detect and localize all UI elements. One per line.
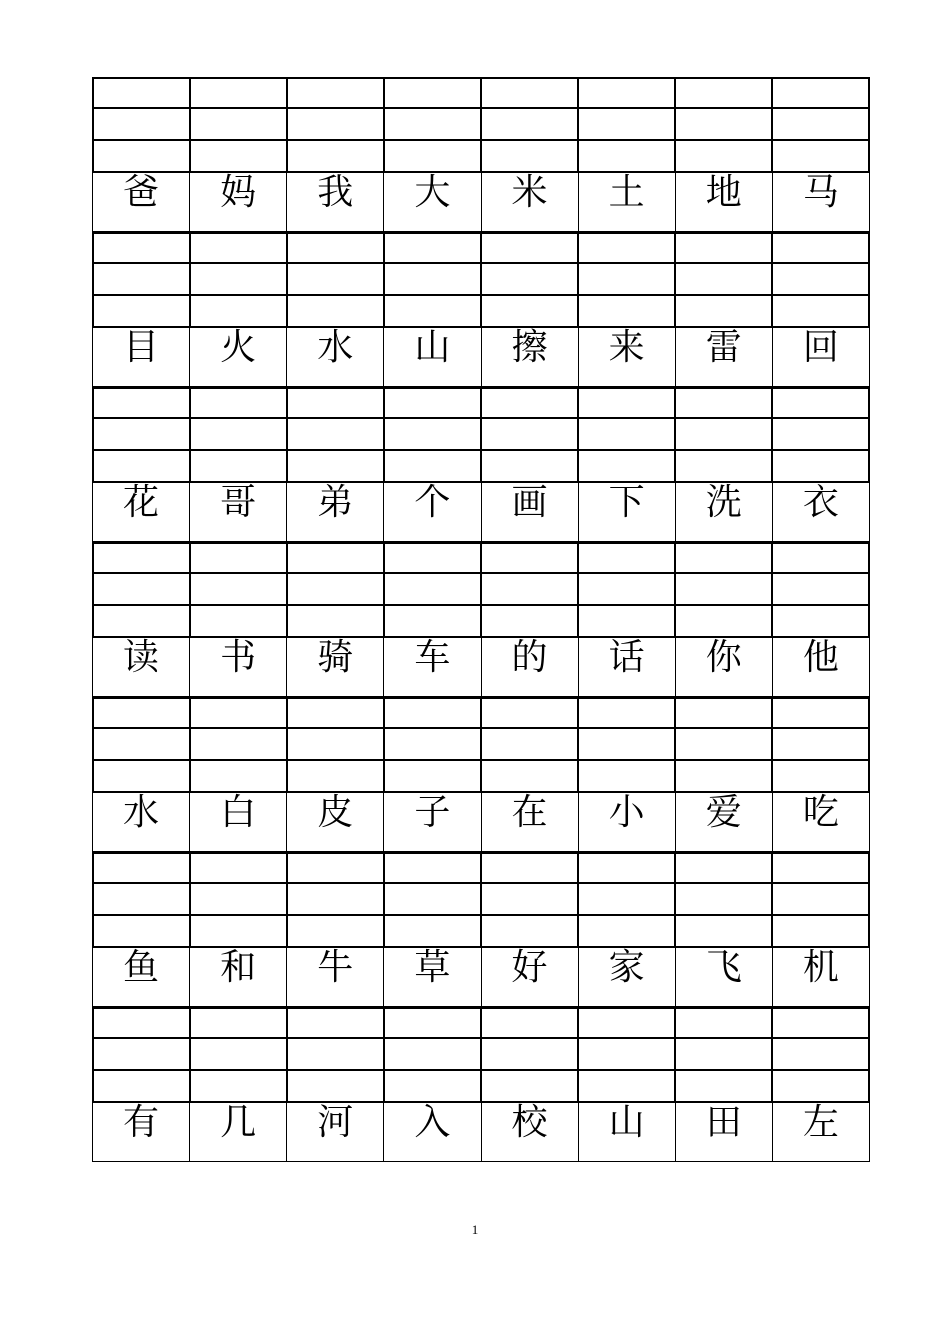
character-cell: 田 [675,1103,772,1162]
pinyin-cell [383,729,480,761]
pinyin-cell [674,1007,771,1039]
grid-block [92,232,870,387]
pinyin-cell [383,1071,480,1103]
character-cell: 大 [383,173,480,232]
pinyin-cell [480,387,577,419]
character-cell: 水 [92,793,189,852]
pinyin-cell [383,884,480,916]
pinyin-line [92,77,870,109]
pinyin-cell [674,419,771,451]
pinyin-cell [771,1007,870,1039]
grid-block [92,77,870,232]
pinyin-cell [577,542,674,574]
pinyin-cell [383,232,480,264]
character-row [92,328,870,387]
character-cell: 回 [772,328,870,387]
pinyin-cell [286,296,383,328]
pinyin-cell [674,852,771,884]
character-cell: 校 [481,1103,578,1162]
character-cell: 弟 [286,483,383,542]
pinyin-cell [383,451,480,483]
page-number: 1 [471,1222,479,1237]
pinyin-cell [286,697,383,729]
pinyin-cell [480,761,577,793]
pinyin-cell [92,729,189,761]
character-cell: 书 [189,638,286,697]
pinyin-cell [189,916,286,948]
pinyin-cell [771,77,870,109]
pinyin-cell [383,77,480,109]
pinyin-cell [771,232,870,264]
pinyin-cell [92,761,189,793]
pinyin-cell [189,264,286,296]
pinyin-cell [771,451,870,483]
character-cell: 皮 [286,793,383,852]
pinyin-line [92,1039,870,1071]
pinyin-line [92,1071,870,1103]
pinyin-line [92,1007,870,1039]
character-cell: 飞 [675,948,772,1007]
character-cell: 鱼 [92,948,189,1007]
pinyin-cell [189,606,286,638]
pinyin-cell [383,852,480,884]
pinyin-line [92,761,870,793]
pinyin-cell [383,542,480,574]
pinyin-cell [92,77,189,109]
character-cell: 他 [772,638,870,697]
pinyin-cell [286,232,383,264]
character-cell: 水 [286,328,383,387]
character-cell: 吃 [772,793,870,852]
pinyin-cell [189,109,286,141]
character-cell: 子 [383,793,480,852]
character-cell: 山 [383,328,480,387]
pinyin-cell [771,574,870,606]
character-cell: 有 [92,1103,189,1162]
pinyin-cell [480,264,577,296]
pinyin-cell [286,419,383,451]
pinyin-cell [286,109,383,141]
pinyin-cell [674,574,771,606]
pinyin-cell [383,1039,480,1071]
pinyin-cell [577,141,674,173]
pinyin-cell [189,77,286,109]
pinyin-cell [577,574,674,606]
pinyin-cell [383,387,480,419]
grid-block [92,697,870,852]
pinyin-cell [286,852,383,884]
pinyin-cell [189,761,286,793]
pinyin-line [92,884,870,916]
character-cell: 爸 [92,173,189,232]
pinyin-cell [189,451,286,483]
pinyin-cell [189,1039,286,1071]
pinyin-cell [189,697,286,729]
character-cell: 牛 [286,948,383,1007]
pinyin-cell [771,916,870,948]
pinyin-cell [92,387,189,419]
pinyin-cell [286,884,383,916]
character-cell: 雷 [675,328,772,387]
pinyin-cell [674,264,771,296]
pinyin-line [92,141,870,173]
pinyin-cell [771,1071,870,1103]
pinyin-cell [480,109,577,141]
pinyin-cell [674,761,771,793]
character-cell: 车 [383,638,480,697]
character-cell: 地 [675,173,772,232]
character-cell: 骑 [286,638,383,697]
pinyin-cell [480,1039,577,1071]
pinyin-cell [286,1039,383,1071]
pinyin-cell [674,109,771,141]
pinyin-cell [286,264,383,296]
pinyin-cell [577,232,674,264]
pinyin-cell [92,1007,189,1039]
pinyin-cell [383,574,480,606]
pinyin-cell [771,697,870,729]
pinyin-cell [286,1071,383,1103]
character-cell: 目 [92,328,189,387]
pinyin-cell [286,451,383,483]
character-cell: 山 [578,1103,675,1162]
pinyin-cell [189,852,286,884]
pinyin-line [92,296,870,328]
pinyin-cell [674,451,771,483]
pinyin-cell [577,77,674,109]
pinyin-cell [189,1007,286,1039]
pinyin-cell [189,419,286,451]
pinyin-cell [577,852,674,884]
character-row [92,483,870,542]
pinyin-cell [577,451,674,483]
character-row [92,173,870,232]
pinyin-cell [771,884,870,916]
character-cell: 的 [481,638,578,697]
pinyin-line [92,574,870,606]
grid-block [92,387,870,542]
pinyin-cell [577,1039,674,1071]
character-cell: 衣 [772,483,870,542]
character-cell: 和 [189,948,286,1007]
character-cell: 妈 [189,173,286,232]
pinyin-line [92,451,870,483]
character-cell: 来 [578,328,675,387]
pinyin-cell [577,264,674,296]
pinyin-cell [480,232,577,264]
pinyin-cell [480,77,577,109]
pinyin-line [92,264,870,296]
character-cell: 画 [481,483,578,542]
character-cell: 入 [383,1103,480,1162]
pinyin-cell [92,852,189,884]
character-cell: 花 [92,483,189,542]
pinyin-cell [674,232,771,264]
pinyin-cell [383,264,480,296]
pinyin-cell [674,141,771,173]
pinyin-cell [674,729,771,761]
pinyin-cell [92,542,189,574]
character-cell: 哥 [189,483,286,542]
pinyin-cell [286,761,383,793]
pinyin-cell [674,697,771,729]
pinyin-cell [771,852,870,884]
pinyin-cell [383,1007,480,1039]
pinyin-line [92,387,870,419]
pinyin-cell [577,729,674,761]
character-cell: 火 [189,328,286,387]
character-cell: 白 [189,793,286,852]
pinyin-line [92,542,870,574]
pinyin-cell [480,916,577,948]
pinyin-cell [92,109,189,141]
character-cell: 下 [578,483,675,542]
grid-block [92,852,870,1007]
pinyin-cell [771,419,870,451]
pinyin-cell [771,761,870,793]
character-cell: 家 [578,948,675,1007]
pinyin-line [92,606,870,638]
pinyin-cell [674,296,771,328]
pinyin-cell [674,606,771,638]
pinyin-cell [577,916,674,948]
pinyin-cell [577,296,674,328]
character-cell: 草 [383,948,480,1007]
pinyin-cell [771,1039,870,1071]
pinyin-cell [771,296,870,328]
pinyin-cell [92,141,189,173]
pinyin-cell [189,232,286,264]
character-cell: 米 [481,173,578,232]
character-cell: 河 [286,1103,383,1162]
pinyin-cell [674,1039,771,1071]
character-cell: 机 [772,948,870,1007]
pinyin-cell [92,296,189,328]
character-cell: 马 [772,173,870,232]
character-row [92,793,870,852]
pinyin-cell [771,141,870,173]
pinyin-cell [189,542,286,574]
pinyin-cell [92,264,189,296]
pinyin-cell [383,697,480,729]
pinyin-cell [92,1071,189,1103]
pinyin-cell [674,387,771,419]
pinyin-cell [480,451,577,483]
character-cell: 洗 [675,483,772,542]
pinyin-cell [771,387,870,419]
pinyin-cell [480,606,577,638]
pinyin-cell [286,1007,383,1039]
pinyin-cell [286,141,383,173]
character-cell: 几 [189,1103,286,1162]
pinyin-cell [383,606,480,638]
pinyin-cell [92,697,189,729]
character-cell: 你 [675,638,772,697]
pinyin-cell [674,884,771,916]
pinyin-cell [480,697,577,729]
pinyin-cell [286,606,383,638]
pinyin-cell [92,419,189,451]
pinyin-line [92,232,870,264]
pinyin-cell [286,574,383,606]
pinyin-cell [577,419,674,451]
pinyin-cell [189,1071,286,1103]
pinyin-cell [92,451,189,483]
pinyin-cell [577,606,674,638]
pinyin-cell [189,574,286,606]
pinyin-cell [674,77,771,109]
character-cell: 左 [772,1103,870,1162]
pinyin-cell [92,574,189,606]
pinyin-cell [480,1007,577,1039]
pinyin-cell [674,1071,771,1103]
pinyin-cell [577,387,674,419]
pinyin-cell [480,542,577,574]
pinyin-cell [286,729,383,761]
pinyin-cell [383,916,480,948]
character-row [92,638,870,697]
character-row [92,1103,870,1162]
character-cell: 小 [578,793,675,852]
character-cell: 擦 [481,328,578,387]
pinyin-cell [92,606,189,638]
pinyin-cell [771,542,870,574]
character-cell: 读 [92,638,189,697]
pinyin-cell [480,574,577,606]
pinyin-cell [286,542,383,574]
pinyin-line [92,109,870,141]
character-cell: 在 [481,793,578,852]
pinyin-cell [286,77,383,109]
pinyin-cell [771,109,870,141]
pinyin-line [92,697,870,729]
pinyin-cell [189,296,286,328]
character-cell: 话 [578,638,675,697]
pinyin-cell [771,729,870,761]
character-cell: 个 [383,483,480,542]
pinyin-cell [577,697,674,729]
character-cell: 爱 [675,793,772,852]
pinyin-cell [383,141,480,173]
pinyin-cell [92,232,189,264]
pinyin-cell [189,729,286,761]
pinyin-cell [674,916,771,948]
pinyin-cell [480,1071,577,1103]
pinyin-cell [92,1039,189,1071]
pinyin-cell [480,729,577,761]
pinyin-line [92,729,870,761]
pinyin-cell [383,296,480,328]
pinyin-cell [189,387,286,419]
pinyin-cell [577,1007,674,1039]
pinyin-line [92,916,870,948]
pinyin-cell [577,109,674,141]
pinyin-cell [92,916,189,948]
pinyin-cell [383,761,480,793]
pinyin-cell [771,606,870,638]
pinyin-cell [577,1071,674,1103]
pinyin-cell [189,884,286,916]
pinyin-cell [383,419,480,451]
character-cell: 我 [286,173,383,232]
pinyin-cell [480,884,577,916]
character-cell: 好 [481,948,578,1007]
pinyin-cell [577,761,674,793]
pinyin-cell [771,264,870,296]
pinyin-cell [286,916,383,948]
pinyin-cell [92,884,189,916]
pinyin-cell [286,387,383,419]
pinyin-cell [480,141,577,173]
pinyin-cell [674,542,771,574]
pinyin-line [92,419,870,451]
pinyin-cell [480,852,577,884]
pinyin-cell [480,296,577,328]
pinyin-cell [383,109,480,141]
pinyin-cell [480,419,577,451]
pinyin-cell [189,141,286,173]
writing-grid [92,77,870,1162]
pinyin-cell [577,884,674,916]
grid-block [92,1007,870,1162]
character-cell: 土 [578,173,675,232]
pinyin-line [92,852,870,884]
grid-block [92,542,870,697]
character-row [92,948,870,1007]
